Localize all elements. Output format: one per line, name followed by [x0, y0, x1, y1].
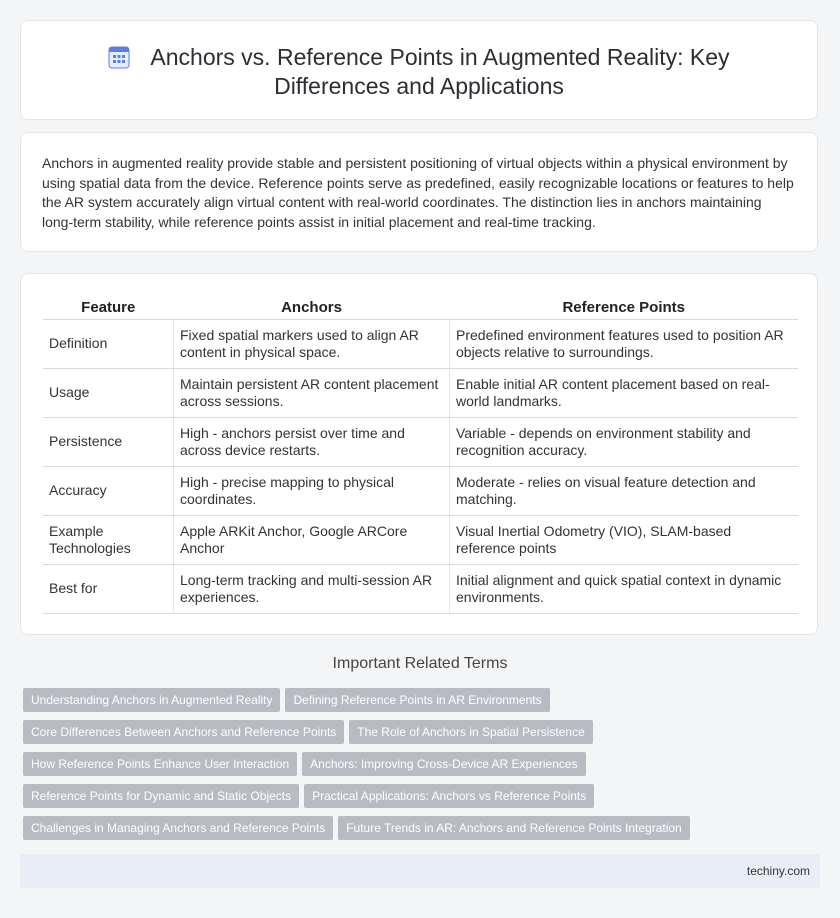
table-row — [43, 516, 798, 565]
row-reference-points: Variable - depends on environment stability and recognition accuracy. — [450, 418, 799, 467]
row-anchors: Maintain persistent AR content placement across sessions. — [174, 369, 450, 418]
header-anchors: Anchors — [174, 296, 450, 320]
header-reference-points: Reference Points — [450, 296, 799, 320]
table-row — [43, 418, 798, 467]
related-term-tag[interactable]: Core Differences Between Anchors and Reference Points — [23, 720, 344, 744]
related-term-tag[interactable]: Understanding Anchors in Augmented Reality — [23, 688, 280, 712]
related-term-tag[interactable]: Defining Reference Points in AR Environments — [285, 688, 549, 712]
row-feature: Example Technologies — [43, 516, 174, 565]
row-feature: Best for — [43, 565, 174, 614]
table-row — [43, 369, 798, 418]
table-row — [43, 467, 798, 516]
title-line-1: Anchors vs. Reference Points in Augmented Reality: Key — [150, 44, 730, 70]
related-term-tag[interactable]: Challenges in Managing Anchors and Reference Points — [23, 816, 333, 840]
table-header-row — [43, 296, 798, 320]
intro-card — [20, 132, 818, 252]
comparison-table — [43, 296, 798, 614]
related-term-tag[interactable]: How Reference Points Enhance User Interaction — [23, 752, 297, 776]
row-feature: Usage — [43, 369, 174, 418]
document-icon — [108, 45, 130, 69]
related-terms-list — [23, 688, 813, 848]
title-card — [20, 20, 818, 120]
comparison-table-card — [20, 273, 818, 635]
intro-paragraph: Anchors in augmented reality provide stable and persistent positioning of virtual objects within a physical environment by using spatial data from the device. Reference points serve as predefined, easily recognizable locations or features to help the AR system accurately align virtual content with real-world coordinates. The distinction lies in anchors maintaining long-term stability, while reference points assist in initial placement and real-time tracking. — [42, 155, 794, 230]
row-feature: Definition — [43, 320, 174, 369]
footer — [20, 854, 820, 888]
related-term-tag[interactable]: Future Trends in AR: Anchors and Reference Points Integration — [338, 816, 690, 840]
related-terms-title: Important Related Terms — [332, 655, 508, 672]
page-title — [21, 43, 817, 101]
header-feature: Feature — [43, 296, 174, 320]
related-term-tag[interactable]: Practical Applications: Anchors vs Reference Points — [304, 784, 594, 808]
table-row — [43, 320, 798, 369]
row-feature: Persistence — [43, 418, 174, 467]
footer-site-link[interactable]: techiny.com — [746, 864, 810, 878]
related-term-tag[interactable]: Anchors: Improving Cross-Device AR Experiences — [302, 752, 585, 776]
table-row — [43, 565, 798, 614]
row-anchors: Long-term tracking and multi-session AR experiences. — [174, 565, 450, 614]
row-reference-points: Enable initial AR content placement based on real-world landmarks. — [450, 369, 799, 418]
row-anchors: Fixed spatial markers used to align AR content in physical space. — [174, 320, 450, 369]
row-feature: Accuracy — [43, 467, 174, 516]
row-anchors: High - anchors persist over time and across device restarts. — [174, 418, 450, 467]
title-line-2: Differences and Applications — [274, 73, 564, 99]
row-reference-points: Moderate - relies on visual feature detection and matching. — [450, 467, 799, 516]
row-reference-points: Initial alignment and quick spatial context in dynamic environments. — [450, 565, 799, 614]
row-anchors: High - precise mapping to physical coordinates. — [174, 467, 450, 516]
row-anchors: Apple ARKit Anchor, Google ARCore Anchor — [174, 516, 450, 565]
related-term-tag[interactable]: Reference Points for Dynamic and Static Objects — [23, 784, 299, 808]
row-reference-points: Visual Inertial Odometry (VIO), SLAM-based reference points — [450, 516, 799, 565]
related-term-tag[interactable]: The Role of Anchors in Spatial Persistence — [349, 720, 592, 744]
row-reference-points: Predefined environment features used to position AR objects relative to surroundings. — [450, 320, 799, 369]
